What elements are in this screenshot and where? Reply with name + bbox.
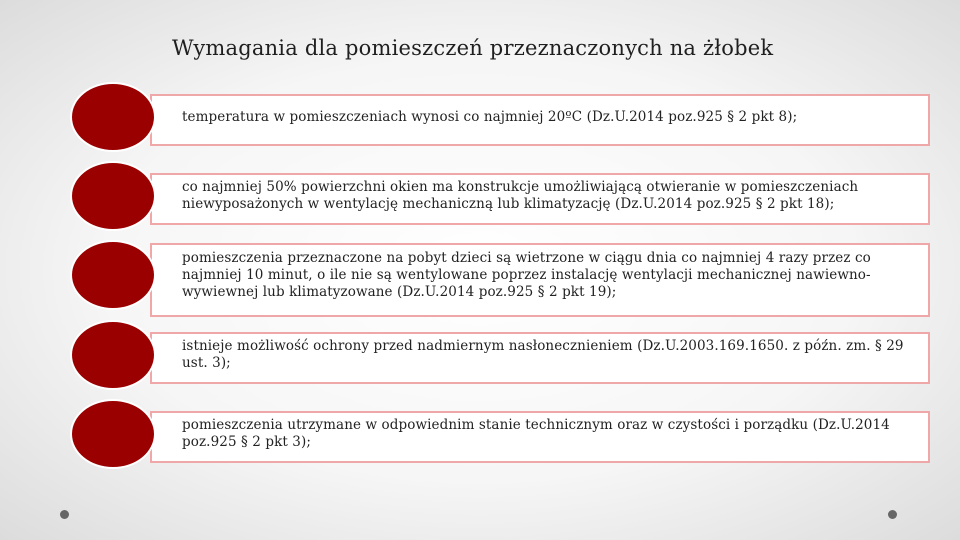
corner-dot-icon [888,510,897,519]
bullet-circle-icon [70,320,156,390]
list-item [70,161,930,231]
item-text: pomieszczenia utrzymane w odpowiednim stanie technicznym oraz w czystości i porządku (Dz.U.2014 poz.925 § 2 pkt 3); [182,417,890,450]
list-item [70,240,930,310]
item-text: co najmniej 50% powierzchni okien ma konstrukcje umożliwiającą otwieranie w pomieszczeniach niewyposażonych w wentylację mechaniczną lub klimatyzację (Dz.U.2014 poz.925 § 2 pkt 18); [182,179,859,212]
corner-dot-icon [60,510,69,519]
list-item [70,320,930,390]
item-text: pomieszczenia przeznaczone na pobyt dzieci są wietrzone w ciągu dnia co najmniej 4 razy przez co najmniej 10 minut, o ile nie są wentylowane poprzez instalację wentylacji mechanicznej nawiewno-wywiewnej lub klimatyzowane (Dz.U.2014 poz.925 § 2 pkt 19); [182,249,871,300]
bullet-circle-icon [70,161,156,231]
bullet-circle-icon [70,82,156,152]
item-text: istnieje możliwość ochrony przed nadmiernym nasłonecznieniem (Dz.U.2003.169.1650. z późn. zm. § 29 ust. 3); [182,338,904,371]
list-item [70,82,930,152]
bullet-circle-icon [70,399,156,469]
bullet-circle-icon [70,240,156,310]
slide-title: Wymagania dla pomieszczeń przeznaczonych na żłobek [172,36,774,60]
list-item [70,399,930,469]
item-text: temperatura w pomieszczeniach wynosi co najmniej 20ºC (Dz.U.2014 poz.925 § 2 pkt 8); [182,108,798,125]
